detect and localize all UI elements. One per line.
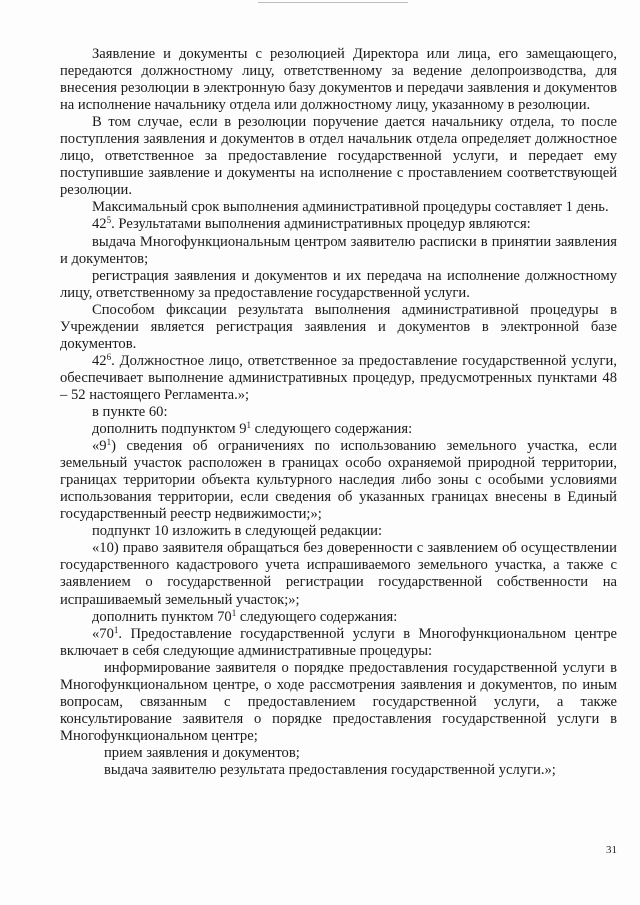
paragraph-11: «$9^1$) сведения об ограничениях по использованию земельного участка, если земельный участок расположен в границах особо охраняемой природной территории, границах территории объекта культурного наследия либо зоны с особыми условиями использования территории, если сведения об указанных границах внесены в Единый государственный реестр недвижимости;»;	[60, 437, 617, 523]
superscript: 1	[231, 607, 237, 618]
paragraph-2: В том случае, если в резолюции поручение дается начальнику отдела, то после поступления заявления и документов в отдел начальник отдела определяет должностное лицо, ответственное за предоставление государственной услуги, и передает ему поступившие заявление и документы на исполнение с проставлением соответствующей резолюции.	[60, 114, 617, 199]
superscript: 5	[106, 215, 112, 226]
paragraph-15: «$70^1$. Предоставление государственной услуги в Многофункциональном центре включает в себя следующие административные процедуры:	[60, 624, 617, 659]
paragraph-4: $42^5$. Результатами выполнения административных процедур являются:	[92, 215, 531, 233]
paragraph-17: прием заявления и документов;	[104, 744, 300, 761]
superscript: 1	[246, 420, 252, 431]
top-scan-line	[258, 2, 408, 3]
superscript: 6	[106, 351, 112, 362]
paragraph-18: выдача заявителю результата предоставления государственной услуги.»;	[104, 761, 556, 778]
paragraph-3: Максимальный срок выполнения административной процедуры составляет 1 день.	[92, 199, 609, 216]
paragraph-8: $42^6$. Должностное лицо, ответственное за предоставление государственной услуги, обеспечивает выполнение административных процедур, предусмотренных пунктами 48 – 52 настоящего Регламента.»;	[60, 351, 617, 403]
paragraph-13: «10) право заявителя обращаться без доверенности с заявлением об осуществлении государственного кадастрового учета испрашиваемого земельного участка, а также с заявлением о государственной регистрации государственной собственности на испрашиваемый земельный участок;»;	[60, 540, 617, 608]
document-body	[60, 46, 617, 779]
page-number: 31	[606, 844, 617, 856]
superscript: 1	[106, 437, 112, 448]
superscript: 1	[113, 624, 119, 635]
paragraph-7: Способом фиксации результата выполнения административной процедуры в Учреждении является регистрация заявления и документов в электронной базе документов.	[60, 301, 617, 352]
paragraph-1: Заявление и документы с резолюцией Директора или лица, его замещающего, передаются должностному лицу, ответственному за ведение делопроизводства, для внесения резолюции в электронную базу документов и передачи заявления и документов на исполнение начальнику отдела или должностному лицу, указанному в резолюции.	[60, 46, 617, 114]
paragraph-16: информирование заявителя о порядке предоставления государственной услуги в Многофункциональном центре, о ходе рассмотрения заявления и документов, по иным вопросам, связанным с предоставлением государственной услуги, а также консультирование заявителя о порядке предоставления государственной услуги в Многофункциональном центре;	[60, 659, 617, 744]
paragraph-12: подпункт 10 изложить в следующей редакции:	[92, 523, 383, 540]
paragraph-6: регистрация заявления и документов и их передача на исполнение должностному лицу, ответственному за предоставление государственной услуги.	[60, 267, 617, 301]
paragraph-5: выдача Многофункциональным центром заявителю расписки в принятии заявления и документов;	[60, 233, 617, 267]
paragraph-9: в пункте 60:	[92, 403, 168, 420]
paragraph-14: дополнить пунктом $70^1$ следующего содержания:	[92, 607, 398, 625]
paragraph-10: дополнить подпунктом $9^1$ следующего содержания:	[92, 420, 413, 438]
